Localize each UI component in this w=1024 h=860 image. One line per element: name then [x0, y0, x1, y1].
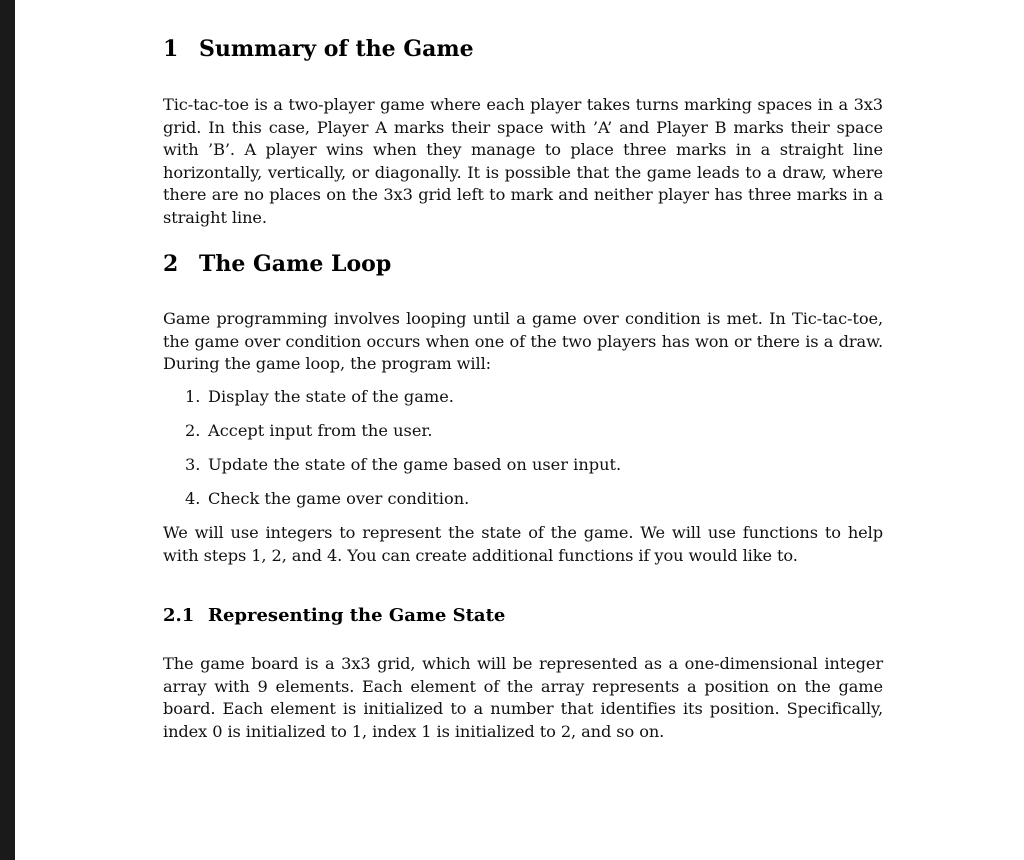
list-item — [185, 488, 875, 522]
section-2-1-heading — [163, 605, 505, 627]
list-item-marker: 2. — [185, 421, 201, 440]
section-1-title: Summary of the Game — [199, 36, 474, 62]
section-2-1-title: Representing the Game State — [208, 605, 506, 626]
list-item — [185, 454, 875, 488]
list-item-text: Update the state of the game based on user input. — [208, 455, 622, 474]
section-2-heading — [163, 251, 391, 277]
section-2-paragraph-after-list: We will use integers to represent the state of the game. We will use functions to help with steps 1, 2, and 4. You can create additional functions if you would like to. — [163, 523, 883, 565]
list-item-text: Display the state of the game. — [208, 387, 454, 406]
section-2-1-paragraph: The game board is a 3x3 grid, which will be represented as a one-dimensional integer array with 9 elements. Each element of the array represents a position on the game board. Each element is initialized to a number that identifies its position. Specifically, index 0 is initialized to 1, index 1 is initialized to 2, and so on. — [163, 654, 883, 741]
section-1-paragraph: Tic-tac-toe is a two-player game where each player takes turns marking spaces in a 3x3 grid. In this case, Player A marks their space with ’A’ and Player B marks their space with ’B’. A player wins when they manage to place three marks in a straight line horizontally, vertically, or diagonally. It is possible that the game leads to a draw, where there are no places on the 3x3 grid left to mark and neither player has three marks in a straight line. — [163, 95, 883, 227]
list-item — [185, 420, 875, 454]
game-loop-steps-list — [185, 386, 875, 522]
section-2-number: 2 — [163, 251, 179, 277]
list-item-marker: 1. — [185, 387, 201, 406]
list-item-text: Accept input from the user. — [208, 421, 433, 440]
section-1-number: 1 — [163, 36, 179, 62]
section-2-1-number: 2.1 — [163, 605, 195, 626]
left-edge-bar — [0, 0, 15, 860]
list-item-text: Check the game over condition. — [208, 489, 470, 508]
section-2-paragraph: Game programming involves looping until a game over condition is met. In Tic-tac-toe, the game over condition occurs when one of the two players has won or there is a draw. During the game loop, the program will: — [163, 309, 883, 373]
section-1-heading — [163, 36, 474, 62]
list-item — [185, 386, 875, 420]
list-item-marker: 3. — [185, 455, 201, 474]
list-item-marker: 4. — [185, 489, 201, 508]
section-2-title: The Game Loop — [199, 251, 392, 277]
